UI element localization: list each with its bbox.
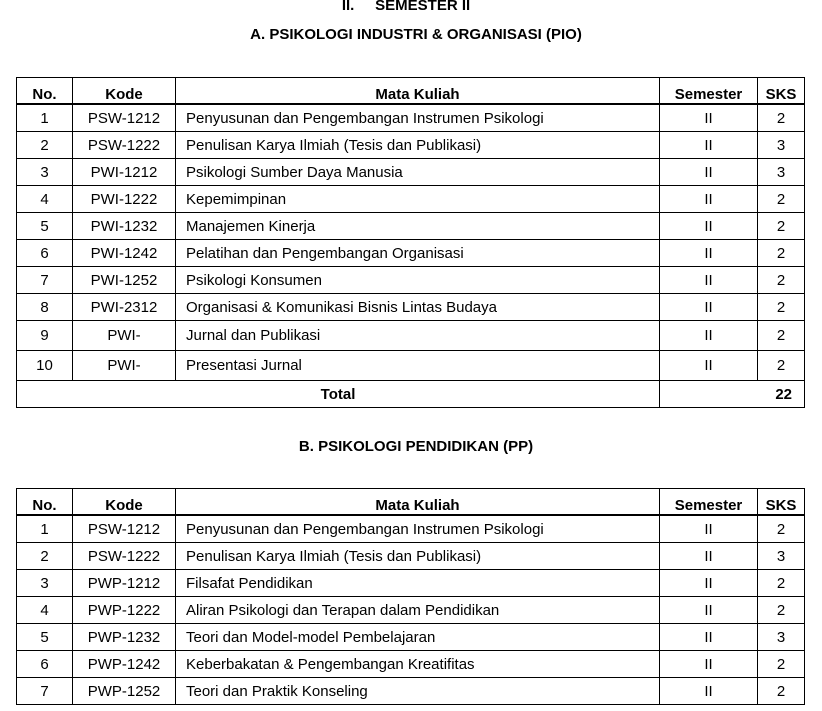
row-no: 3 — [17, 159, 73, 186]
table-header-row — [17, 78, 805, 105]
table-row — [17, 597, 805, 624]
table-row — [17, 678, 805, 705]
row-semester: II — [660, 543, 758, 570]
row-sks: 3 — [758, 159, 805, 186]
header-semester: Semester — [660, 78, 758, 105]
row-no: 2 — [17, 132, 73, 159]
row-mata-kuliah: Manajemen Kinerja — [176, 213, 660, 240]
row-kode: PWP-1252 — [73, 678, 176, 705]
row-no: 1 — [17, 104, 73, 132]
row-kode: PSW-1212 — [73, 515, 176, 543]
row-semester: II — [660, 132, 758, 159]
total-row — [17, 381, 805, 408]
table-row — [17, 515, 805, 543]
total-value: 22 — [660, 381, 805, 408]
row-kode: PWI-1222 — [73, 186, 176, 213]
row-kode: PSW-1222 — [73, 132, 176, 159]
row-no: 5 — [17, 624, 73, 651]
row-mata-kuliah: Jurnal dan Publikasi — [176, 321, 660, 351]
row-sks: 2 — [758, 186, 805, 213]
row-semester: II — [660, 159, 758, 186]
header-sks: SKS — [758, 489, 805, 516]
row-kode: PWI- — [73, 351, 176, 381]
row-mata-kuliah: Filsafat Pendidikan — [176, 570, 660, 597]
row-kode: PWI-2312 — [73, 294, 176, 321]
row-mata-kuliah: Aliran Psikologi dan Terapan dalam Pendidikan — [176, 597, 660, 624]
table-row — [17, 267, 805, 294]
row-kode: PSW-1222 — [73, 543, 176, 570]
row-sks: 2 — [758, 570, 805, 597]
row-semester: II — [660, 294, 758, 321]
table-row — [17, 240, 805, 267]
row-semester: II — [660, 240, 758, 267]
row-sks: 2 — [758, 294, 805, 321]
row-sks: 2 — [758, 267, 805, 294]
row-kode: PWI- — [73, 321, 176, 351]
row-sks: 2 — [758, 515, 805, 543]
row-semester: II — [660, 651, 758, 678]
header-no: No. — [17, 489, 73, 516]
table-row — [17, 159, 805, 186]
table-row — [17, 624, 805, 651]
table-row — [17, 570, 805, 597]
row-no: 9 — [17, 321, 73, 351]
pio-title: A. PSIKOLOGI INDUSTRI & ORGANISASI (PIO) — [250, 26, 582, 43]
row-no: 4 — [17, 597, 73, 624]
table-row — [17, 213, 805, 240]
row-kode: PWP-1222 — [73, 597, 176, 624]
header-mata-kuliah: Mata Kuliah — [176, 78, 660, 105]
row-semester: II — [660, 678, 758, 705]
row-sks: 2 — [758, 240, 805, 267]
pio-course-table — [16, 77, 805, 408]
row-sks: 2 — [758, 651, 805, 678]
row-mata-kuliah: Psikologi Konsumen — [176, 267, 660, 294]
row-no: 7 — [17, 678, 73, 705]
row-semester: II — [660, 267, 758, 294]
row-semester: II — [660, 351, 758, 381]
row-mata-kuliah: Keberbakatan & Pengembangan Kreatifitas — [176, 651, 660, 678]
table-row — [17, 186, 805, 213]
row-semester: II — [660, 570, 758, 597]
row-kode: PWP-1232 — [73, 624, 176, 651]
header-kode: Kode — [73, 489, 176, 516]
header-sks: SKS — [758, 78, 805, 105]
row-kode: PWI-1212 — [73, 159, 176, 186]
row-mata-kuliah: Organisasi & Komunikasi Bisnis Lintas Budaya — [176, 294, 660, 321]
row-sks: 2 — [758, 597, 805, 624]
row-sks: 3 — [758, 624, 805, 651]
row-mata-kuliah: Penulisan Karya Ilmiah (Tesis dan Publikasi) — [176, 132, 660, 159]
header-mata-kuliah: Mata Kuliah — [176, 489, 660, 516]
row-no: 5 — [17, 213, 73, 240]
row-no: 3 — [17, 570, 73, 597]
row-no: 8 — [17, 294, 73, 321]
table-row — [17, 651, 805, 678]
row-semester: II — [660, 186, 758, 213]
table-row — [17, 294, 805, 321]
row-kode: PWI-1232 — [73, 213, 176, 240]
total-label: Total — [17, 381, 660, 408]
row-mata-kuliah: Penulisan Karya Ilmiah (Tesis dan Publikasi) — [176, 543, 660, 570]
row-sks: 2 — [758, 321, 805, 351]
row-mata-kuliah: Psikologi Sumber Daya Manusia — [176, 159, 660, 186]
row-kode: PSW-1212 — [73, 104, 176, 132]
row-sks: 3 — [758, 543, 805, 570]
row-kode: PWP-1242 — [73, 651, 176, 678]
row-sks: 2 — [758, 213, 805, 240]
row-sks: 2 — [758, 678, 805, 705]
row-kode: PWI-1252 — [73, 267, 176, 294]
row-mata-kuliah: Presentasi Jurnal — [176, 351, 660, 381]
section-heading: II. SEMESTER II — [341, 0, 471, 14]
row-no: 7 — [17, 267, 73, 294]
header-no: No. — [17, 78, 73, 105]
row-no: 6 — [17, 240, 73, 267]
row-no: 4 — [17, 186, 73, 213]
header-semester: Semester — [660, 489, 758, 516]
row-no: 6 — [17, 651, 73, 678]
row-no: 2 — [17, 543, 73, 570]
table-row — [17, 543, 805, 570]
table-header-row — [17, 489, 805, 516]
table-row — [17, 132, 805, 159]
row-semester: II — [660, 515, 758, 543]
header-kode: Kode — [73, 78, 176, 105]
row-mata-kuliah: Teori dan Model-model Pembelajaran — [176, 624, 660, 651]
row-mata-kuliah: Pelatihan dan Pengembangan Organisasi — [176, 240, 660, 267]
row-semester: II — [660, 321, 758, 351]
row-mata-kuliah: Kepemimpinan — [176, 186, 660, 213]
row-sks: 2 — [758, 104, 805, 132]
row-semester: II — [660, 213, 758, 240]
table-row — [17, 104, 805, 132]
row-mata-kuliah: Penyusunan dan Pengembangan Instrumen Psikologi — [176, 515, 660, 543]
row-kode: PWP-1212 — [73, 570, 176, 597]
row-no: 10 — [17, 351, 73, 381]
row-semester: II — [660, 597, 758, 624]
pp-course-table — [16, 488, 805, 705]
pp-title: B. PSIKOLOGI PENDIDIKAN (PP) — [298, 438, 534, 455]
row-semester: II — [660, 104, 758, 132]
row-sks: 3 — [758, 132, 805, 159]
row-sks: 2 — [758, 351, 805, 381]
table-row — [17, 351, 805, 381]
row-mata-kuliah: Penyusunan dan Pengembangan Instrumen Psikologi — [176, 104, 660, 132]
table-row — [17, 321, 805, 351]
row-semester: II — [660, 624, 758, 651]
row-mata-kuliah: Teori dan Praktik Konseling — [176, 678, 660, 705]
row-kode: PWI-1242 — [73, 240, 176, 267]
row-no: 1 — [17, 515, 73, 543]
